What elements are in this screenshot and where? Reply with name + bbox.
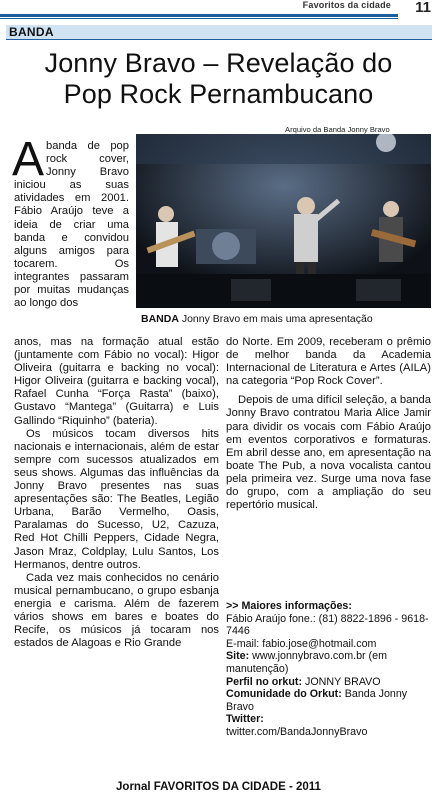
article-paragraph-1-top: banda de pop rock cover, Jonny Bravo iniciou as suas atividades em 2001. Fábio Araújo teve a ideia de criar uma banda e convidou alguns amigos para tocarem. Os integrantes passaram por muitas mudanças ao longo dos: [14, 140, 129, 310]
article-column-left: [14, 336, 219, 650]
section-bar: [6, 25, 432, 40]
section-label: BANDA: [9, 25, 54, 39]
header-rule: [0, 14, 398, 17]
contact-title: [226, 600, 432, 613]
site-value: www.jonnybravo.com.br (em manutenção): [226, 650, 387, 675]
page-number: 11: [415, 0, 431, 16]
contact-phone: Fábio Araújo fone.: (81) 8822-1896 - 9618-7446: [226, 612, 429, 638]
header-paper-name: Favoritos da cidade: [302, 0, 391, 10]
contact-community: [226, 688, 432, 713]
contact-info-box: [226, 600, 432, 739]
headline-line-1: Jonny Bravo – Revelação do: [44, 48, 393, 78]
headline: [0, 48, 437, 110]
contact-site: [226, 650, 432, 675]
orkut-value: JONNY BRAVO: [302, 675, 381, 688]
community-label: Comunidade do Orkut:: [226, 688, 342, 701]
photo-credit: Arquivo da Banda Jonny Bravo: [285, 125, 390, 134]
contact-title-text: Maiores informações:: [241, 600, 352, 612]
headline-line-2: Pop Rock Pernambucano: [63, 79, 374, 109]
caption-text: Jonny Bravo em mais uma apresentação: [178, 313, 373, 325]
band-photo-illustration: [136, 134, 431, 308]
community-value: Banda Jonny Bravo: [226, 688, 408, 713]
orkut-label: Perfil no orkut:: [226, 675, 303, 688]
twitter-value: twitter.com/BandaJonnyBravo: [226, 725, 368, 738]
photo-caption: [141, 313, 431, 325]
arrows-icon: >>: [226, 600, 239, 612]
header-rule-thin: [0, 18, 398, 19]
article-paragraph-2: Os músicos tocam diversos hits nacionais e internacionais, além de estar sempre com sucessos atualizados em seus shows. Algumas das influências da Jonny Bravo presentes nas suas apresentações são: The Beatles, Legião Urbana, Barão Vermelho, Oasis, Paralamas do Sucesso, U2, Cazuza, Red Hot Chilli Peppers, Cidade Negra, Jason Mraz, Coldplay, Lulu Santos, Los Hermanos, dentre outros.: [14, 427, 219, 571]
article-column-left-top: [12, 133, 129, 310]
page-footer: Jornal FAVORITOS DA CIDADE - 2011: [116, 781, 321, 793]
caption-bold: BANDA: [141, 313, 179, 325]
article-paragraph-4: Depois de uma difícil seleção, a banda Jonny Bravo contratou Maria Alice Jamir para dividir os vocais com Fábio Araújo em eventos corporativos e formaturas. Em abril desse ano, em apresentação na boate The Pub, a nova vocalista cantou pela primeira vez. Surge uma nova fase do grupo, com a ampliação do seu repertório musical.: [226, 394, 431, 512]
site-label: Site:: [226, 650, 250, 663]
contact-email: E-mail: fabio.jose@hotmail.com: [226, 637, 377, 650]
article-paragraph-1-rest: anos, mas na formação atual estão (juntamente com Fábio no vocal): Higor Oliveira (guitarra e backing no vocal): Higor Oliveira (guitarra e backing vocal), Rafael Cunha “Força Rasta” (baixo), Gustavo “Mantega” (Guitarra) e Luis Gallindo “Riquinho” (bateria).: [14, 336, 219, 427]
article-paragraph-3: Cada vez mais conhecidos no cenário musical pernambucano, o grupo esbanja energia e carisma. Além de fazerem vários shows em bares e boates do Recife, os músicos já tocaram nos estados de Alagoas e Rio Grande: [14, 571, 219, 650]
contact-orkut: [226, 676, 432, 689]
twitter-label: Twitter:: [226, 713, 264, 726]
band-photo: [136, 134, 431, 308]
article-paragraph-3-continued: do Norte. Em 2009, receberam o prêmio de melhor banda da Academia Internacional de Literatura e Artes (AILA) na categoria “Pop Rock Cover”.: [226, 336, 431, 388]
drop-cap: A: [12, 133, 45, 186]
page-header: [0, 0, 437, 16]
article-column-right: [226, 336, 431, 512]
